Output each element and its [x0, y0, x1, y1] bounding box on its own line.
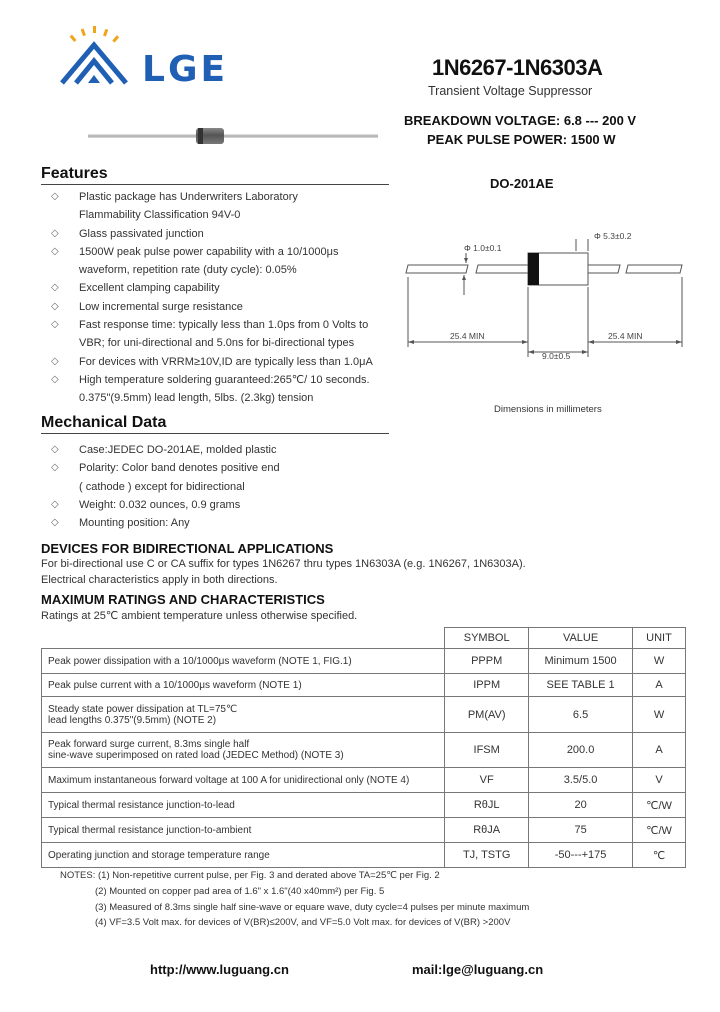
table-row — [42, 697, 686, 733]
header-unit: UNIT — [633, 628, 686, 649]
ratings-table — [41, 627, 686, 868]
param-cell: Peak pulse current with a 10/1000μs waveform (NOTE 1) — [42, 674, 445, 697]
lead-diameter-label: Φ 1.0±0.1 — [464, 243, 502, 253]
param-cell: Steady state power dissipation at TL=75℃ lead lengths 0.375"(9.5mm) (NOTE 2) — [42, 697, 445, 733]
lead-length-left-label: 25.4 MIN — [450, 331, 485, 341]
peak-pulse-power: PEAK PULSE POWER: 1500 W — [427, 132, 616, 147]
unit-cell: W — [633, 697, 686, 733]
symbol-cell: RθJA — [445, 818, 529, 843]
value-cell: 3.5/5.0 — [529, 768, 633, 793]
param-cell: Peak power dissipation with a 10/1000μs waveform (NOTE 1, FIG.1) — [42, 649, 445, 674]
list-item: ◇ Excellent clamping capability — [51, 282, 220, 295]
list-item: ◇ Low incremental surge resistance — [51, 300, 243, 313]
list-item: VBR; for uni-directional and 5.0ns for bi-directional types — [79, 337, 355, 350]
bidirectional-line-1: For bi-directional use C or CA suffix for types 1N6267 thru types 1N6303A (e.g. 1N6267, 1N6303A). — [41, 558, 526, 570]
symbol-cell: IPPM — [445, 674, 529, 697]
symbol-cell: RθJL — [445, 793, 529, 818]
param-cell: Maximum instantaneous forward voltage at 100 A for unidirectional only (NOTE 4) — [42, 768, 445, 793]
ratings-intro: Ratings at 25℃ ambient temperature unless otherwise specified. — [41, 610, 358, 622]
value-cell: Minimum 1500 — [529, 649, 633, 674]
company-logo — [58, 25, 248, 95]
note-4: (4) VF=3.5 Volt max. for devices of V(BR)≤200V, and VF=5.0 Volt max. for devices of V(BR) >200V — [95, 917, 511, 929]
symbol-cell: TJ, TSTG — [445, 843, 529, 868]
email-link[interactable]: mail:lge@luguang.cn — [412, 962, 544, 977]
value-cell: -50---+175 — [529, 843, 633, 868]
list-item: ◇ For devices with VRRM≥10V,ID are typically less than 1.0μA — [51, 355, 373, 368]
list-item: ◇ Fast response time: typically less than 1.0ps from 0 Volts to — [51, 319, 369, 332]
unit-cell: ℃ — [633, 843, 686, 868]
bidirectional-line-2: Electrical characteristics apply in both directions. — [41, 574, 278, 586]
table-row — [42, 818, 686, 843]
symbol-cell: IFSM — [445, 733, 529, 768]
table-row — [42, 674, 686, 697]
bidirectional-title: DEVICES FOR BIDIRECTIONAL APPLICATIONS — [41, 541, 334, 556]
list-item: ( cathode ) except for bidirectional — [79, 480, 245, 493]
mechanical-title: Mechanical Data — [41, 414, 167, 431]
list-item: ◇ Glass passivated junction — [51, 227, 204, 240]
value-cell: 200.0 — [529, 733, 633, 768]
unit-cell: A — [633, 674, 686, 697]
features-title: Features — [41, 165, 108, 182]
unit-cell: ℃/W — [633, 793, 686, 818]
table-row — [42, 843, 686, 868]
unit-cell: V — [633, 768, 686, 793]
list-item: waveform, repetition rate (duty cycle): 0.05% — [79, 264, 297, 277]
note-2: (2) Mounted on copper pad area of 1.6" x 1.6"(40 x40mm²) per Fig. 5 — [95, 885, 385, 897]
body-length-label: 9.0±0.5 — [542, 351, 571, 361]
mechanical-list — [41, 441, 280, 532]
table-row — [42, 649, 686, 674]
table-header-row — [42, 628, 686, 649]
param-cell: Peak forward surge current, 8.3ms single half sine-wave superimposed on rated load (JEDEC Method) (NOTE 3) — [42, 733, 445, 768]
features-list — [41, 188, 373, 408]
table-row — [42, 793, 686, 818]
list-item: ◇ Weight: 0.032 ounces, 0.9 grams — [51, 498, 241, 511]
breakdown-voltage: BREAKDOWN VOLTAGE: 6.8 --- 200 V — [404, 113, 637, 128]
symbol-cell: PPPM — [445, 649, 529, 674]
symbol-cell: VF — [445, 768, 529, 793]
list-item: Flammability Classification 94V-0 — [79, 209, 241, 222]
value-cell: 75 — [529, 818, 633, 843]
list-item: ◇ Case:JEDEC DO-201AE, molded plastic — [51, 444, 277, 456]
param-cell: Typical thermal resistance junction-to-ambient — [42, 818, 445, 843]
unit-cell: A — [633, 733, 686, 768]
package-drawing — [400, 225, 690, 375]
table-row — [42, 733, 686, 768]
table-row — [42, 768, 686, 793]
mechanical-divider — [41, 433, 389, 434]
body-diameter-label: Φ 5.3±0.2 — [594, 231, 632, 241]
header-value: VALUE — [529, 628, 633, 649]
param-cell: Operating junction and storage temperature range — [42, 843, 445, 868]
note-3: (3) Measured of 8.3ms single half sine-wave or equare wave, duty cycle=4 pulses per minute maximum — [95, 901, 530, 913]
ratings-title: MAXIMUM RATINGS AND CHARACTERISTICS — [41, 592, 325, 607]
list-item: ◇ 1500W peak pulse power capability with a 10/1000μs — [51, 245, 339, 258]
lead-length-right-label: 25.4 MIN — [608, 331, 643, 341]
dimensions-caption: Dimensions in millimeters — [494, 404, 602, 415]
list-item: ◇ Polarity: Color band denotes positive end — [51, 462, 280, 475]
value-cell: 6.5 — [529, 697, 633, 733]
list-item: ◇ Mounting position: Any — [51, 517, 190, 530]
symbol-cell: PM(AV) — [445, 697, 529, 733]
unit-cell: ℃/W — [633, 818, 686, 843]
param-cell: Typical thermal resistance junction-to-lead — [42, 793, 445, 818]
list-item: 0.375"(9.5mm) lead length, 5lbs. (2.3kg) tension — [79, 392, 314, 405]
value-cell: SEE TABLE 1 — [529, 674, 633, 697]
package-name: DO-201AE — [490, 176, 554, 191]
website-link[interactable]: http://www.luguang.cn — [150, 962, 289, 977]
product-subtitle: Transient Voltage Suppressor — [428, 84, 593, 98]
unit-cell: W — [633, 649, 686, 674]
header-symbol: SYMBOL — [445, 628, 529, 649]
features-divider — [41, 184, 389, 185]
list-item: ◇ Plastic package has Underwriters Laboratory — [51, 191, 298, 203]
value-cell: 20 — [529, 793, 633, 818]
component-photo — [88, 126, 378, 146]
notes — [60, 868, 529, 931]
list-item: ◇ High temperature soldering guaranteed:265℃/ 10 seconds. — [51, 373, 370, 386]
note-1: NOTES: (1) Non-repetitive current pulse, per Fig. 3 and derated above TA=25℃ per Fig. 2 — [60, 870, 440, 881]
logo-text: LGE — [142, 49, 229, 90]
part-number: 1N6267-1N6303A — [432, 55, 603, 80]
